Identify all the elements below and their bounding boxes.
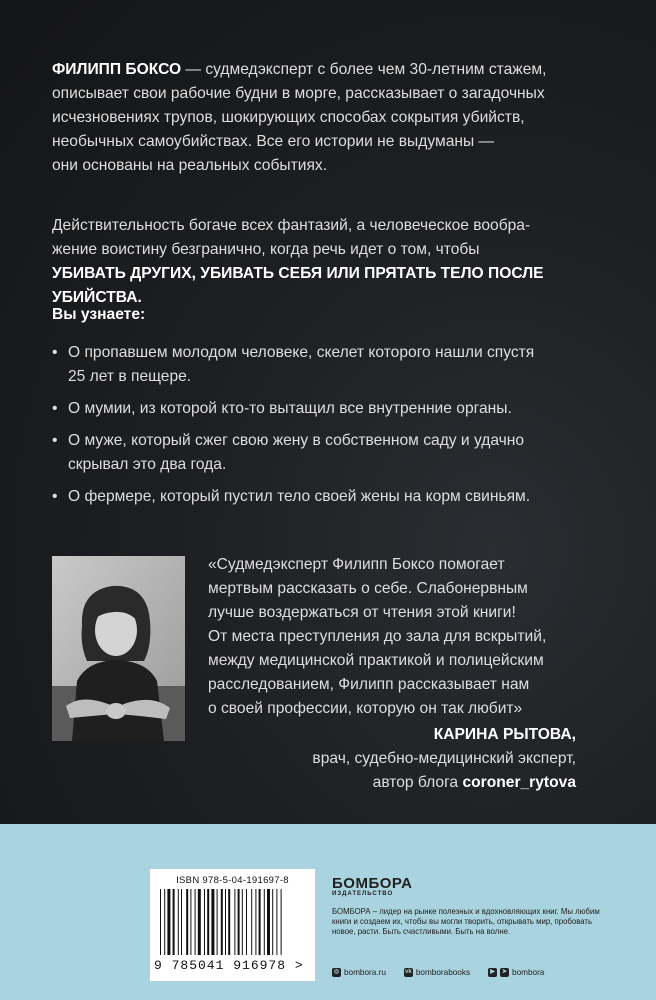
isbn-label: ISBN 978-5-04-191697-8 <box>176 875 289 886</box>
quote-line: о своей профессии, которую он так любит» <box>208 700 523 717</box>
publisher-block <box>332 875 632 938</box>
bullet-text: О мумии, из которой кто-то вытащил все внутренние органы. <box>68 400 512 417</box>
reviewer-photo <box>52 556 185 741</box>
bullet-text: О фермере, который пустил тело своей жены на корм свиньям. <box>68 488 531 505</box>
intro-line: исчезновениях трупов, шокирующих способах сокрытия убийств, <box>52 109 525 126</box>
bullet-item <box>52 341 612 389</box>
bullet-dot: • <box>52 432 58 449</box>
quote-line: От места преступления до зала для вскрытий, <box>208 628 547 645</box>
youtube-icon: ▶ <box>488 968 497 977</box>
vk-icon: vk <box>405 969 412 975</box>
reviewer-blog-prefix: автор блога <box>372 774 463 791</box>
bullet-item <box>52 429 612 477</box>
intro-paragraph <box>52 58 612 178</box>
learn-heading: Вы узнаете: <box>52 306 146 323</box>
social-label: bombora <box>512 968 545 977</box>
quote-line: расследованием, Филипп рассказывает нам <box>208 676 530 693</box>
bullet-dot: • <box>52 344 58 361</box>
social-link[interactable] <box>404 968 470 977</box>
social-label: bomborabooks <box>415 968 471 977</box>
instagram-icon: ◎ <box>333 969 340 975</box>
author-name: ФИЛИПП БОКСО <box>52 61 182 78</box>
social-link[interactable] <box>332 968 386 977</box>
bullet-item <box>52 485 612 509</box>
intro-line: они основаны на реальных событиях. <box>52 157 328 174</box>
tagline-paragraph <box>52 214 622 310</box>
tagline-line: жение воистину безгранично, когда речь идет о том, чтобы <box>52 241 480 258</box>
publisher-logo: БОМБОРА <box>332 875 413 892</box>
bullet-text: О муже, который сжег свою жену в собственном саду и удачно <box>68 432 525 449</box>
quote-line: «Судмедэксперт Филипп Боксо помогает <box>208 556 505 573</box>
reviewer-role: врач, судебно-медицинский эксперт, <box>312 750 576 767</box>
tagline-line: Действительность богаче всех фантазий, а человеческое вообра- <box>52 217 531 234</box>
reviewer-blog: coroner_rytova <box>462 774 576 791</box>
review-quote <box>208 553 598 721</box>
intro-line: описывает свои рабочие будни в морге, рассказывает о загадочных <box>52 85 545 102</box>
barcode-digits: 9 785041 916978 > <box>154 958 304 973</box>
intro-line: необычных самоубийствах. Все его истории не выдуманы — <box>52 133 495 150</box>
bullet-item <box>52 397 612 421</box>
telegram-icon: ➤ <box>502 969 508 975</box>
bullet-text: О пропавшем молодом человеке, скелет которого нашли спустя <box>68 344 535 361</box>
social-link[interactable] <box>488 968 544 977</box>
intro-line: — судмедэксперт с более чем 30-летним стажем, <box>181 61 547 78</box>
publisher-subtitle: ИЗДАТЕЛЬСТВО <box>332 891 394 897</box>
tagline-bold: УБИВАТЬ ДРУГИХ, УБИВАТЬ СЕБЯ ИЛИ ПРЯТАТЬ ТЕЛО ПОСЛЕ УБИЙСТВА. <box>52 265 544 306</box>
barcode-icon <box>158 889 308 957</box>
publisher-description: БОМБОРА – лидер на рынке полезных и вдохновляющих книг. Мы любим книги и создаем их, чтобы вы могли творить, открывать мир, пробовать новое, расти. Быть счастливыми. Быть на волне. <box>332 907 600 937</box>
quote-line: лучше воздержаться от чтения этой книги! <box>208 604 516 621</box>
reviewer-photo-image <box>52 556 185 741</box>
quote-line: мертвым рассказать о себе. Слабонервным <box>208 580 528 597</box>
social-label: bombora.ru <box>344 968 386 977</box>
review-attribution <box>312 723 576 795</box>
bullet-text-cont: 25 лет в пещере. <box>68 368 192 385</box>
publisher-socials <box>332 968 544 977</box>
bullet-dot: • <box>52 400 58 417</box>
bullet-text-cont: скрывал это два года. <box>68 456 227 473</box>
reviewer-name: КАРИНА РЫТОВА, <box>433 726 576 743</box>
quote-line: между медицинской практикой и полицейским <box>208 652 544 669</box>
barcode-box <box>150 869 315 981</box>
bullet-dot: • <box>52 488 58 505</box>
